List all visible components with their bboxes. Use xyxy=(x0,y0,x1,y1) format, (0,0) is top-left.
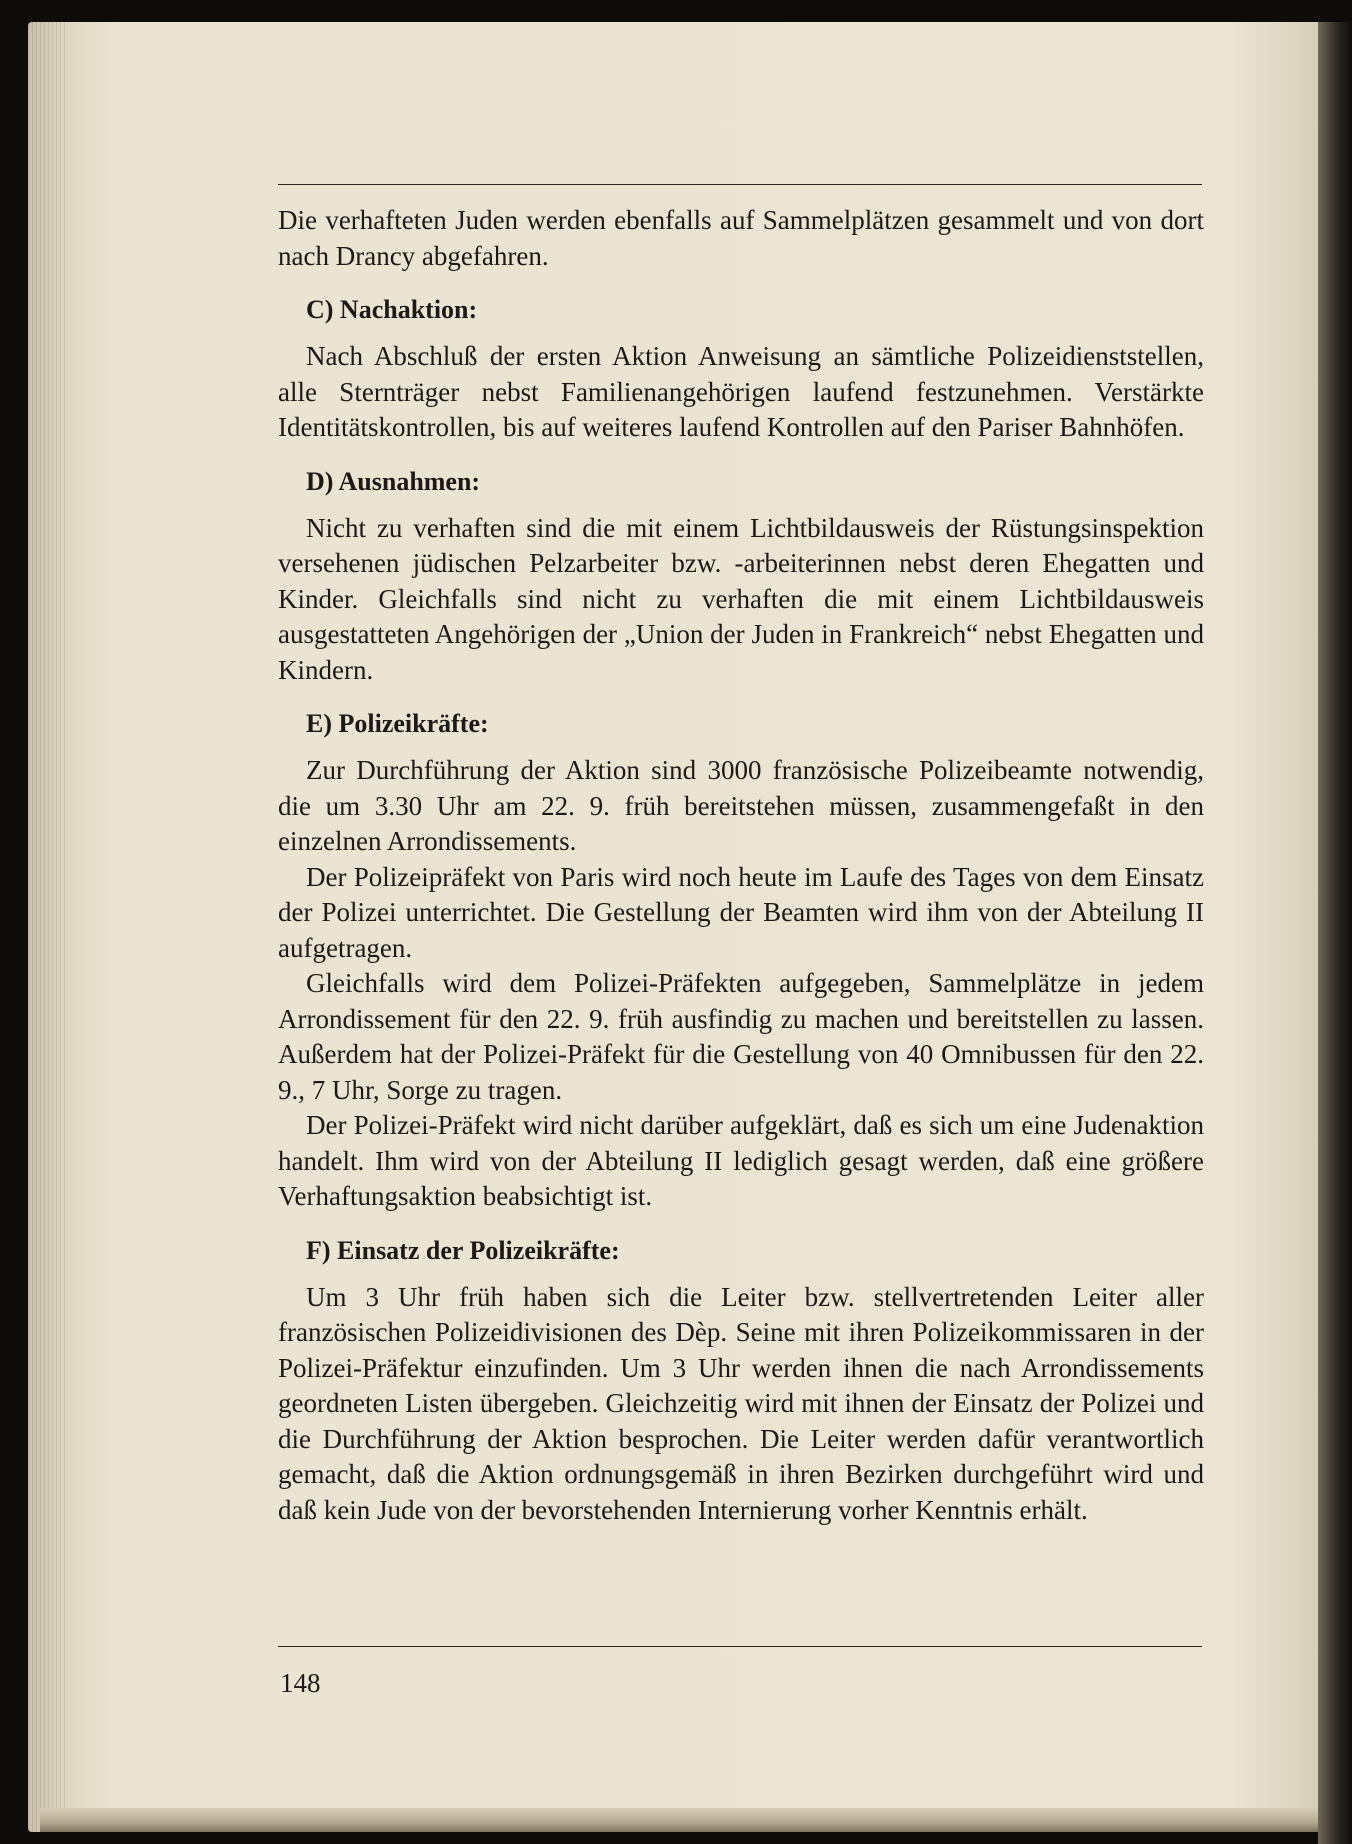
paragraph: Nach Abschluß der ersten Aktion Anweisung an sämtliche Polizeidienststellen, alle Sternträger nebst Familienangehörigen laufend festzunehmen. Verstärkte Identitätskontrollen, bis auf weiteres laufend Kontrollen auf den Pariser Bahnhöfen. xyxy=(278,341,1204,442)
paragraph: Zur Durchführung der Aktion sind 3000 französische Polizeibeamte notwendig, die um 3.30 Uhr am 22. 9. früh bereitstehen müssen, zusammengefaßt in den einzelnen Arrondissements. xyxy=(278,755,1204,856)
paragraph: Der Polizeipräfekt von Paris wird noch heute im Laufe des Tages von dem Einsatz der Polizei unterrichtet. Die Gestellung der Beamten wird ihm von der Abteilung II aufgetragen. xyxy=(278,861,1204,963)
paragraph: Gleichfalls wird dem Polizei-Präfekten aufgegeben, Sammelplätze in jedem Arrondissement für den 22. 9. früh ausfindig zu machen und bereitstellen zu lassen. Außerdem hat der Polizei-Präfekt für die Gestellung von 40 Omnibussen für den 22. 9., 7 Uhr, Sorge zu tragen. xyxy=(278,968,1204,1105)
section-heading-d: D) Ausnahmen: xyxy=(306,466,481,496)
section-heading-e: E) Polizeikräfte: xyxy=(306,709,489,738)
section-heading-f: F) Einsatz der Polizeikräfte: xyxy=(306,1235,620,1265)
paragraph: Nicht zu verhaften sind die mit einem Lichtbildausweis der Rüstungsinspektion versehenen jüdischen Pelzarbeiter bzw. -arbeiterinnen nebst deren Ehegatten und Kinder. Gleichfalls sind nicht zu verhaften die mit einem Lichtbildausweis ausgestatteten Angehörigen der „Union der Juden in Frankreich“ nebst Ehegatten und Kindern. xyxy=(278,512,1204,685)
paragraph: Um 3 Uhr früh haben sich die Leiter bzw. stellvertretenden Leiter aller französischen Polizeidivisionen des Dèp. Seine mit ihren Polizeikommissaren in der Polizei-Präfektur einzufinden. Um 3 Uhr werden ihnen die nach Arrondissements geordneten Listen übergeben. Gleichzeitig wird mit ihnen der Einsatz der Polizei und die Durchführung der Aktion besprochen. Die Leiter werden dafür verantwortlich gemacht, daß die Aktion ordnungsgemäß in ihren Bezirken durchgeführt wird und daß kein Jude von der bevorstehenden Internierung vorher Kenntnis erhält. xyxy=(278,1281,1204,1525)
paragraph: Die verhafteten Juden werden ebenfalls auf Sammelplätzen gesammelt und von dort nach Drancy abgefahren. xyxy=(278,205,1204,271)
page-number: 148 xyxy=(280,1668,321,1698)
page-edges xyxy=(28,22,68,1832)
body-text xyxy=(278,203,1204,1528)
paragraph: Der Polizei-Präfekt wird nicht darüber aufgeklärt, daß es sich um eine Judenaktion handelt. Ihm wird von der Abteilung II lediglich gesagt werden, daß eine größere Verhaftungsaktion beabsichtigt ist. xyxy=(278,1110,1204,1211)
page-bottom-edge xyxy=(40,1808,1340,1832)
header-rule xyxy=(278,184,1202,185)
binding-shadow xyxy=(1318,22,1352,1844)
footer-rule xyxy=(278,1646,1202,1647)
section-heading-c: C) Nachaktion: xyxy=(306,295,478,324)
